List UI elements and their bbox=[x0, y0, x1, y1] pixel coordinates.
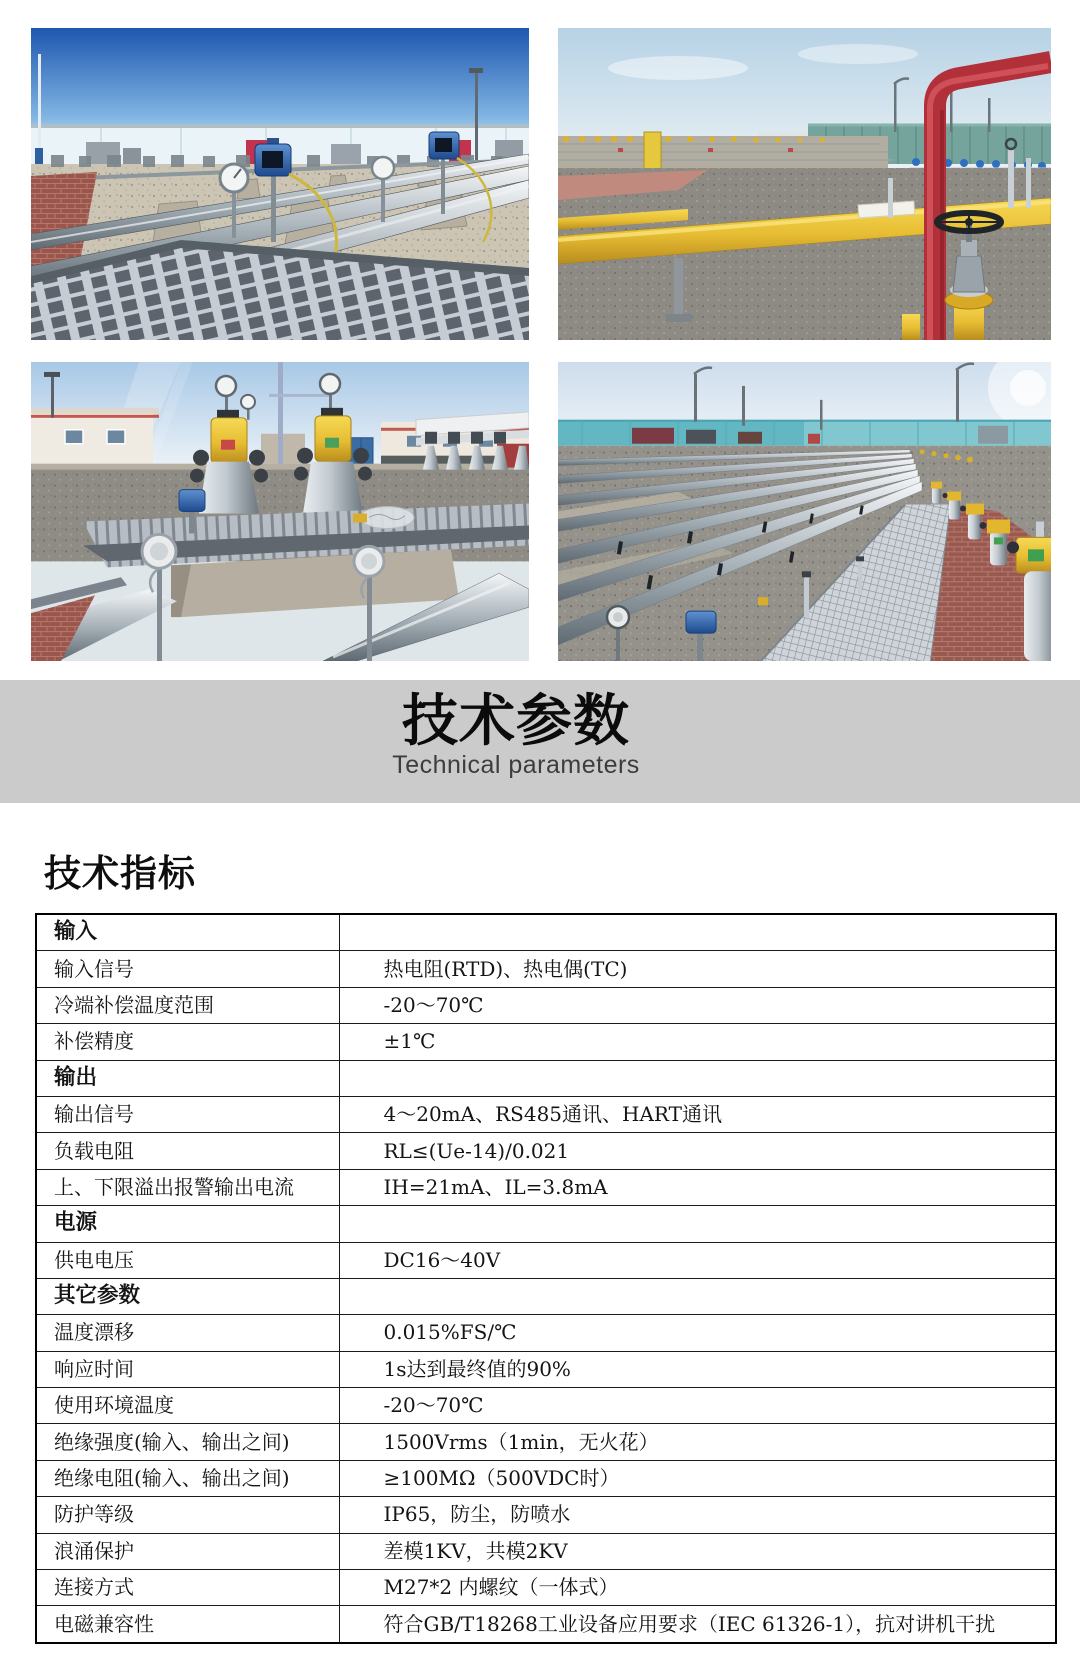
spec-value bbox=[339, 1206, 1056, 1242]
spec-label: 浪涌保护 bbox=[36, 1533, 339, 1569]
section-heading: 技术指标 bbox=[44, 853, 196, 894]
photo-art bbox=[558, 362, 1051, 661]
spec-value bbox=[339, 914, 1056, 951]
spec-value bbox=[339, 1278, 1056, 1314]
spec-value: 4～20mA、RS485通讯、HART通讯 bbox=[339, 1096, 1056, 1132]
spec-label: 使用环境温度 bbox=[36, 1388, 339, 1424]
spec-label: 输入信号 bbox=[36, 951, 339, 987]
spec-item-row bbox=[36, 1533, 1056, 1569]
spec-label: 绝缘强度(输入、输出之间) bbox=[36, 1424, 339, 1460]
spec-label: 冷端补偿温度范围 bbox=[36, 987, 339, 1023]
spec-item-row bbox=[36, 951, 1056, 987]
spec-value: 1s达到最终值的90% bbox=[339, 1351, 1056, 1387]
spec-value bbox=[339, 1060, 1056, 1096]
spec-item-row bbox=[36, 1133, 1056, 1169]
banner-subtitle: Technical parameters bbox=[392, 751, 640, 780]
spec-section-row bbox=[36, 914, 1056, 951]
spec-label: 响应时间 bbox=[36, 1351, 339, 1387]
photo-yellow-gas-pipeline-valve bbox=[558, 28, 1051, 340]
spec-label: 温度漂移 bbox=[36, 1315, 339, 1351]
spec-item-row bbox=[36, 1460, 1056, 1496]
spec-item-row bbox=[36, 1497, 1056, 1533]
spec-value: ≥100MΩ（500VDC时） bbox=[339, 1460, 1056, 1496]
spec-section-row bbox=[36, 1278, 1056, 1314]
spec-table-body bbox=[36, 914, 1056, 1643]
spec-value: ±1℃ bbox=[339, 1024, 1056, 1060]
banner-title: 技术参数 bbox=[402, 689, 630, 752]
spec-value: 符合GB/T18268工业设备应用要求（IEC 61326-1），抗对讲机干扰 bbox=[339, 1606, 1056, 1643]
spec-item-row bbox=[36, 1096, 1056, 1132]
spec-label: 供电电压 bbox=[36, 1242, 339, 1278]
photo-wellhead-platform-gauges bbox=[31, 362, 529, 661]
spec-label: 电源 bbox=[36, 1206, 339, 1242]
spec-value: DC16～40V bbox=[339, 1242, 1056, 1278]
photo-transmitter-pipeline-rows bbox=[31, 28, 529, 340]
photo-art bbox=[31, 362, 529, 661]
spec-value: RL≤(Ue-14)/0.021 bbox=[339, 1133, 1056, 1169]
spec-item-row bbox=[36, 987, 1056, 1023]
photo-art bbox=[558, 28, 1051, 340]
spec-label: 输出 bbox=[36, 1060, 339, 1096]
spec-table bbox=[35, 913, 1057, 1644]
spec-value: 0.015%FS/℃ bbox=[339, 1315, 1056, 1351]
tech-params-banner bbox=[0, 680, 1080, 803]
spec-value: 热电阻(RTD)、热电偶(TC) bbox=[339, 951, 1056, 987]
spec-item-row bbox=[36, 1388, 1056, 1424]
spec-item-row bbox=[36, 1424, 1056, 1460]
photo-art bbox=[31, 28, 529, 340]
spec-value: IH=21mA、IL=3.8mA bbox=[339, 1169, 1056, 1205]
spec-label: 上、下限溢出报警输出电流 bbox=[36, 1169, 339, 1205]
spec-label: 其它参数 bbox=[36, 1278, 339, 1314]
spec-item-row bbox=[36, 1315, 1056, 1351]
spec-label: 绝缘电阻(输入、输出之间) bbox=[36, 1460, 339, 1496]
spec-item-row bbox=[36, 1570, 1056, 1606]
spec-item-row bbox=[36, 1169, 1056, 1205]
spec-value: 差模1KV，共模2KV bbox=[339, 1533, 1056, 1569]
spec-value: -20～70℃ bbox=[339, 987, 1056, 1023]
spec-label: 电磁兼容性 bbox=[36, 1606, 339, 1643]
teal-wall bbox=[558, 420, 1051, 446]
spec-section-row bbox=[36, 1206, 1056, 1242]
spec-label: 补偿精度 bbox=[36, 1024, 339, 1060]
spec-item-row bbox=[36, 1351, 1056, 1387]
manifold-field bbox=[558, 136, 894, 170]
photo-manifold-rows-walkway bbox=[558, 362, 1051, 661]
spec-label: 防护等级 bbox=[36, 1497, 339, 1533]
spec-value: IP65，防尘，防喷水 bbox=[339, 1497, 1056, 1533]
spec-label: 负载电阻 bbox=[36, 1133, 339, 1169]
spec-value: 1500Vrms（1min，无火花） bbox=[339, 1424, 1056, 1460]
spec-value: -20～70℃ bbox=[339, 1388, 1056, 1424]
spec-item-row bbox=[36, 1242, 1056, 1278]
spec-label: 输入 bbox=[36, 914, 339, 951]
spec-item-row bbox=[36, 1024, 1056, 1060]
spec-label: 输出信号 bbox=[36, 1096, 339, 1132]
spec-value: M27*2 内螺纹（一体式） bbox=[339, 1570, 1056, 1606]
spec-item-row bbox=[36, 1606, 1056, 1643]
spec-section-row bbox=[36, 1060, 1056, 1096]
spec-label: 连接方式 bbox=[36, 1570, 339, 1606]
